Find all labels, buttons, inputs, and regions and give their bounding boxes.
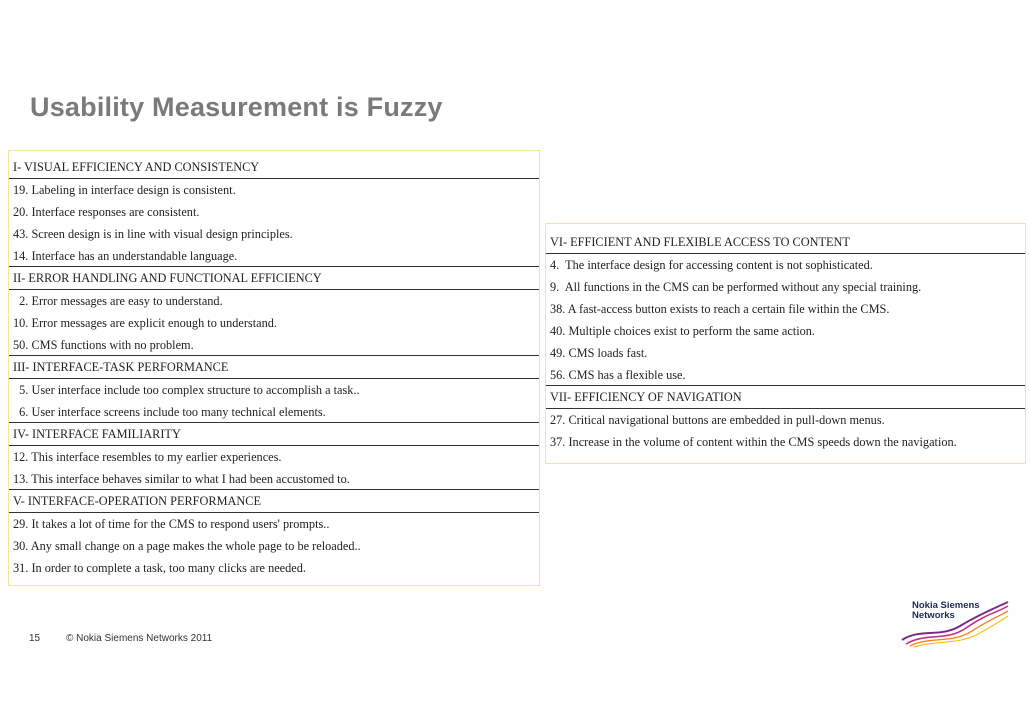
criteria-item-text: 56. CMS has a flexible use. bbox=[550, 368, 686, 382]
criteria-item bbox=[546, 254, 1025, 276]
section-heading-text: V- INTERFACE-OPERATION PERFORMANCE bbox=[13, 494, 262, 508]
criteria-item-text: 30. Any small change on a page makes the whole page to be reloaded.. bbox=[13, 539, 361, 553]
criteria-item-text: 43. Screen design is in line with visual design principles. bbox=[13, 227, 293, 241]
section-heading-text: I- VISUAL EFFICIENCY AND CONSISTENCY bbox=[13, 160, 260, 174]
criteria-item-text: 50. CMS functions with no problem. bbox=[13, 338, 194, 352]
criteria-item-text: 5. User interface include too complex structure to accomplish a task.. bbox=[13, 383, 360, 397]
criteria-item bbox=[546, 364, 1025, 386]
criteria-item-text: 9. All functions in the CMS can be performed without any special training. bbox=[550, 280, 922, 294]
criteria-item-text: 20. Interface responses are consistent. bbox=[13, 205, 200, 219]
page-number: 15 bbox=[29, 633, 41, 644]
criteria-item bbox=[9, 468, 539, 490]
section-heading bbox=[546, 231, 1025, 254]
criteria-item bbox=[9, 401, 539, 423]
criteria-item bbox=[9, 334, 539, 356]
section-heading bbox=[9, 156, 539, 179]
criteria-item-text: 6. User interface screens include too many technical elements. bbox=[13, 405, 326, 419]
criteria-item-text: 40. Multiple choices exist to perform the same action. bbox=[550, 324, 815, 338]
criteria-item bbox=[9, 379, 539, 401]
criteria-item-text: 10. Error messages are explicit enough to understand. bbox=[13, 316, 277, 330]
criteria-item bbox=[9, 223, 539, 245]
criteria-item bbox=[9, 535, 539, 557]
section-heading bbox=[546, 385, 1025, 409]
section-heading-text: IV- INTERFACE FAMILIARITY bbox=[13, 427, 181, 441]
section-heading bbox=[9, 266, 539, 290]
section-heading bbox=[9, 422, 539, 446]
criteria-item bbox=[9, 312, 539, 334]
section-heading-text: VI- EFFICIENT AND FLEXIBLE ACCESS TO CONTENT bbox=[550, 235, 850, 249]
section-heading-text: VII- EFFICIENCY OF NAVIGATION bbox=[550, 390, 742, 404]
criteria-item bbox=[9, 557, 539, 579]
criteria-item bbox=[9, 446, 539, 468]
criteria-item bbox=[546, 342, 1025, 364]
criteria-item bbox=[9, 201, 539, 223]
criteria-item-text: 12. This interface resembles to my earlier experiences. bbox=[13, 450, 282, 464]
criteria-item-text: 27. Critical navigational buttons are embedded in pull-down menus. bbox=[550, 413, 885, 427]
criteria-item bbox=[9, 179, 539, 201]
criteria-item-text: 37. Increase in the volume of content within the CMS speeds down the navigation. bbox=[550, 435, 957, 449]
left-criteria-table bbox=[8, 150, 540, 586]
slide-title: Usability Measurement is Fuzzy bbox=[30, 92, 443, 122]
criteria-item-text: 4. The interface design for accessing content is not sophisticated. bbox=[550, 258, 873, 272]
criteria-item-text: 49. CMS loads fast. bbox=[550, 346, 648, 360]
criteria-item bbox=[9, 245, 539, 267]
criteria-item bbox=[546, 409, 1025, 431]
criteria-item-text: 14. Interface has an understandable language. bbox=[13, 249, 238, 263]
criteria-item bbox=[546, 276, 1025, 298]
logo-line-2: Networks bbox=[912, 610, 955, 621]
criteria-item-text: 19. Labeling in interface design is consistent. bbox=[13, 183, 236, 197]
section-heading-text: II- ERROR HANDLING AND FUNCTIONAL EFFICIENCY bbox=[13, 271, 322, 285]
copyright-text: © Nokia Siemens Networks 2011 bbox=[66, 633, 213, 644]
criteria-item-text: 29. It takes a lot of time for the CMS to respond users' prompts.. bbox=[13, 517, 330, 531]
section-heading bbox=[9, 355, 539, 379]
criteria-item bbox=[9, 513, 539, 535]
criteria-item-text: 31. In order to complete a task, too many clicks are needed. bbox=[13, 561, 306, 575]
right-criteria-table bbox=[545, 223, 1026, 464]
logo-text bbox=[912, 601, 980, 621]
section-heading-text: III- INTERFACE-TASK PERFORMANCE bbox=[13, 360, 229, 374]
section-heading bbox=[9, 489, 539, 513]
logo-line-1: Nokia Siemens bbox=[912, 600, 980, 611]
criteria-item-text: 13. This interface behaves similar to what I had been accustomed to. bbox=[13, 472, 350, 486]
criteria-item bbox=[546, 320, 1025, 342]
criteria-item bbox=[546, 431, 1025, 453]
criteria-item bbox=[9, 290, 539, 312]
criteria-item-text: 2. Error messages are easy to understand. bbox=[13, 294, 223, 308]
criteria-item-text: 38. A fast-access button exists to reach a certain file within the CMS. bbox=[550, 302, 890, 316]
criteria-item bbox=[546, 298, 1025, 320]
